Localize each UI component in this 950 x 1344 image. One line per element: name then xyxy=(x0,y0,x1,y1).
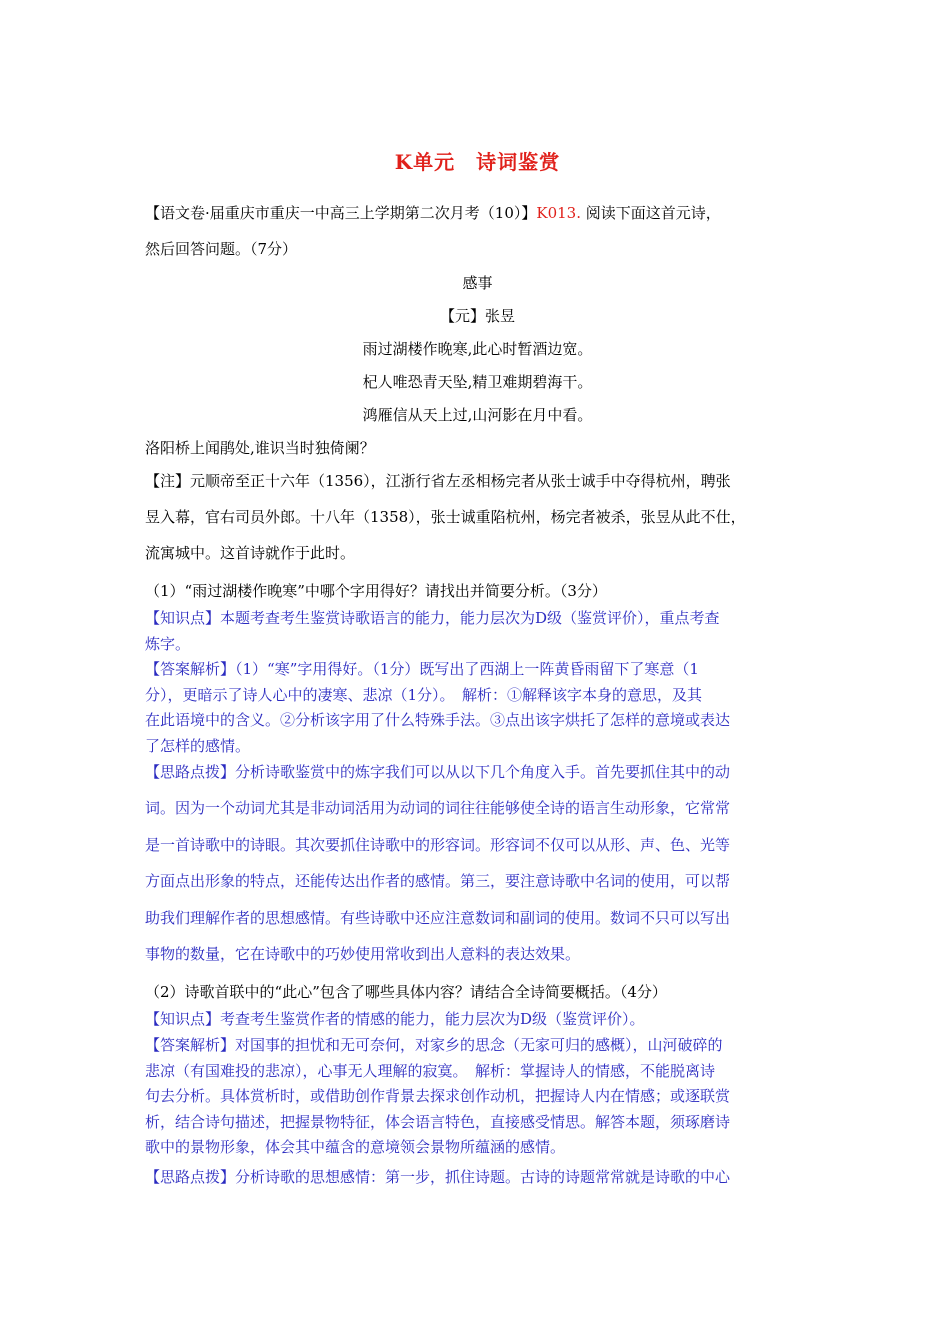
q2-answer: 句去分析。具体赏析时，或借助创作背景去探求创作动机，把握诗人内在情感；或逐联赏 xyxy=(145,1087,731,1105)
note-line: 【注】元顺帝至正十六年（1356），江浙行省左丞相杨完者从张士诚手中夺得杭州，聘张 xyxy=(145,472,731,490)
question-intro-line2: 然后回答问题。（7分） xyxy=(145,240,298,258)
q2-answer: 【答案解析】对国事的担忧和无可奈何，对家乡的思念（无家可归的感概），山河破碎的 xyxy=(145,1036,723,1054)
poem-line: 洛阳桥上闻鹃处,谁识当时独倚阑？ xyxy=(145,439,375,457)
q1-tip: 助我们理解作者的思想感情。有些诗歌中还应注意数词和副词的使用。数词不只可以写出 xyxy=(145,909,731,927)
question-1: （1）“雨过湖楼作晚寒”中哪个字用得好？请找出并简要分析。（3分） xyxy=(145,582,607,600)
q2-answer: 悲凉（有国难投的悲凉），心事无人理解的寂寞。 解析：掌握诗人的情感，不能脱离诗 xyxy=(145,1062,716,1080)
poem-author: 【元】张昱 xyxy=(439,307,515,325)
source-label: 【语文卷·届重庆市重庆一中高三上学期第二次月考（10）】 xyxy=(145,204,537,222)
q1-tip: 事物的数量，它在诗歌中的巧妙使用常收到出人意料的表达效果。 xyxy=(145,945,581,963)
q2-tip: 【思路点拨】分析诗歌的思想感情：第一步，抓住诗题。古诗的诗题常常就是诗歌的中心 xyxy=(145,1168,731,1186)
question-intro xyxy=(145,196,810,230)
poem-line: 雨过湖楼作晚寒,此心时暂酒边宽。 xyxy=(362,340,593,358)
page-title: K单元 诗词鉴赏 xyxy=(394,150,561,174)
q1-knowledge-point: 【知识点】本题考查考生鉴赏诗歌语言的能力，能力层次为D级（鉴赏评价），重点考查 xyxy=(145,609,720,627)
poem-title: 感事 xyxy=(462,274,493,292)
poem-line: 鸿雁信从天上过,山河影在月中看。 xyxy=(362,406,593,424)
q1-tip: 词。因为一个动词尤其是非动词活用为动词的词往往能够使全诗的语言生动形象，它常常 xyxy=(145,799,731,817)
q1-answer: 了怎样的感情。 xyxy=(145,737,251,755)
question-intro-text: 阅读下面这首元诗， xyxy=(580,204,721,222)
q1-answer: 在此语境中的含义。②分析该字用了什么特殊手法。③点出该字烘托了怎样的意境或表达 xyxy=(145,711,731,729)
note-line: 昱入幕，官右司员外郎。十八年（1358），张士诚重陷杭州，杨完者被杀，张昱从此不仕， xyxy=(145,508,746,526)
q1-answer: 分），更暗示了诗人心中的凄寒、悲凉（1分）。 解析：①解释该字本身的意思，及其 xyxy=(145,686,703,704)
q1-tip: 方面点出形象的特点，还能传达出作者的感情。第三，要注意诗歌中名词的使用，可以帮 xyxy=(145,872,731,890)
q1-answer: 【答案解析】（1）“寒”字用得好。（1分）既写出了西湖上一阵黄昏雨留下了寒意（1 xyxy=(145,660,699,678)
q2-knowledge-point: 【知识点】考查考生鉴赏作者的情感的能力，能力层次为D级（鉴赏评价）。 xyxy=(145,1010,645,1028)
note-line: 流寓城中。这首诗就作于此时。 xyxy=(145,544,356,562)
question-2: （2）诗歌首联中的“此心”包含了哪些具体内容？请结合全诗简要概括。（4分） xyxy=(145,983,667,1001)
q1-tip: 是一首诗歌中的诗眼。其次要抓住诗歌中的形容词。形容词不仅可以从形、声、色、光等 xyxy=(145,836,731,854)
q2-answer: 歌中的景物形象，体会其中蕴含的意境领会景物所蕴涵的感情。 xyxy=(145,1138,566,1156)
q2-answer: 析，结合诗句描述，把握景物特征，体会语言特色，直接感受情思。解答本题，须琢磨诗 xyxy=(145,1113,731,1131)
poem-line: 杞人唯恐青天坠,精卫难期碧海干。 xyxy=(362,373,593,391)
q1-knowledge-point: 炼字。 xyxy=(145,635,191,653)
question-code: K013. xyxy=(536,204,581,222)
q1-tip: 【思路点拨】分析诗歌鉴赏中的炼字我们可以从以下几个角度入手。首先要抓住其中的动 xyxy=(145,763,731,781)
